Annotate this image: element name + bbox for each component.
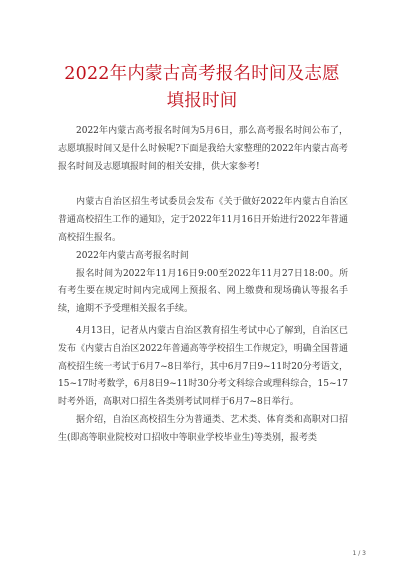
paragraph-exam-schedule: 4月13日，记者从内蒙古自治区教育招生考试中心了解到，自治区已发布《内蒙古自治区2022年普通高等学校招生工作规定》，明确全国普通高校招生统一考试于6月7~8日举行，其中6月7日9~11时20分考语文，15~17时考数学，6月8日9~11时30分考文科综合或理科综合，15~17时考外语，高职对口招生各类别考试同样于6月7~8日举行。 bbox=[58, 325, 348, 408]
paragraph-intro: 2022年内蒙古高考报名时间为5月6日，那么高考报名时间公布了，志愿填报时间又是什么时候呢?下面是我给大家整理的2022年内蒙古高考报名时间及志愿填报时间的相关安排，供大家参考! bbox=[58, 126, 348, 172]
paragraph-categories: 据介绍，自治区高校招生分为普通类、艺术类、体育类和高职对口招生(即高等职业院校对口招收中等职业学校毕业生)等类别，报考类 bbox=[58, 414, 348, 443]
document-body bbox=[58, 123, 348, 448]
page-number: 1 / 3 bbox=[352, 550, 366, 557]
paragraph-notice: 内蒙古自治区招生考试委员会发布《关于做好2022年内蒙古自治区普通高校招生工作的通知》，定于2022年11月16日开始进行2022年普通高校招生报名。 bbox=[58, 197, 348, 243]
paragraph-spacer bbox=[58, 176, 348, 194]
section-heading: 2022年内蒙古高考报名时间 bbox=[76, 250, 189, 261]
document-title: 2022年内蒙古高考报名时间及志愿填报时间 bbox=[64, 64, 340, 111]
paragraph-registration-time: 报名时间为2022年11月16日9:00至2022年11月27日18:00。所有考生要在规定时间内完成网上预报名、网上缴费和现场确认等报名手续，逾期不予受理相关报名手续。 bbox=[58, 268, 348, 315]
